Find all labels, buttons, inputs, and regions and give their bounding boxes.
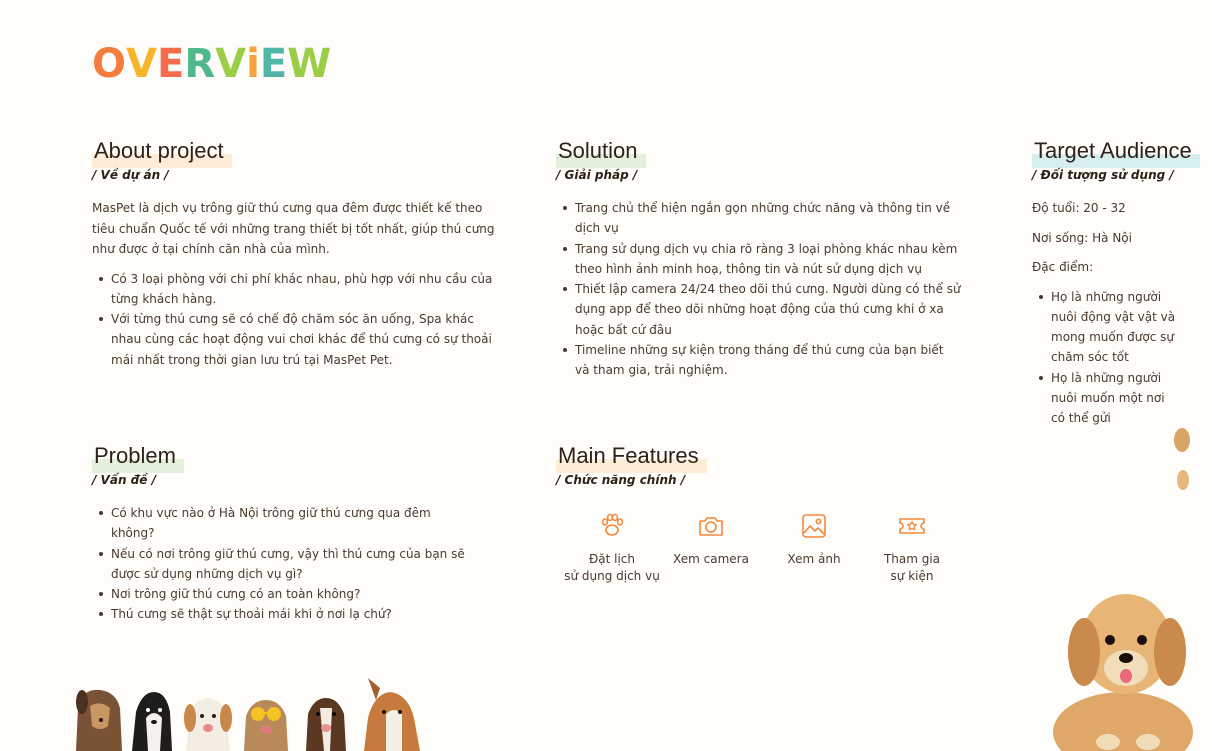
problem-bullets <box>92 503 472 625</box>
paw-icon <box>597 511 627 541</box>
list-item: Có 3 loại phòng với chi phí khác nhau, phù hợp với nhu cầu của từng khách hàng. <box>92 269 502 310</box>
logo-letter: E <box>156 41 184 87</box>
problem-subtitle: / Vấn đề / <box>92 473 156 487</box>
feature-booking[interactable] <box>560 511 664 585</box>
feature-label-line: Xem ảnh <box>787 552 841 566</box>
target-section <box>1032 138 1192 426</box>
dogs-illustration <box>68 678 428 751</box>
solution-title: Solution <box>556 138 646 164</box>
logo-letter: W <box>287 41 331 87</box>
feature-label <box>560 551 664 585</box>
dog-4 <box>244 700 288 751</box>
event-ticket-icon <box>897 511 927 541</box>
image-icon <box>799 511 829 541</box>
feature-label <box>870 551 954 585</box>
feature-label <box>772 551 856 568</box>
list-item: Nơi trông giữ thú cưng có an toàn không? <box>92 584 472 604</box>
puppy-illustration <box>1048 582 1183 751</box>
feature-label-line: sự kiện <box>890 569 934 583</box>
list-item: Trang chủ thể hiện ngắn gọn những chức năng và thông tin về dịch vụ <box>556 198 961 239</box>
about-title: About project <box>92 138 232 164</box>
target-subtitle: / Đối tượng sử dụng / <box>1032 168 1174 182</box>
feature-label <box>666 551 756 568</box>
dog-1 <box>76 690 122 751</box>
list-item: Với từng thú cưng sẽ có chế độ chăm sóc ăn uống, Spa khác nhau cùng các hoạt động vui chơi khác để thú cưng có sự thoải mái nhất trong thời gian lưu trú tại MasPet Pet. <box>92 309 502 370</box>
about-subtitle: / Về dự án / <box>92 168 169 182</box>
logo-letter: i <box>246 41 259 87</box>
target-title: Target Audience <box>1032 138 1200 164</box>
list-item: Có khu vực nào ở Hà Nội trông giữ thú cưng qua đêm không? <box>92 503 472 544</box>
camera-icon <box>696 511 726 541</box>
feature-camera[interactable] <box>666 511 756 568</box>
logo-letter: V <box>126 41 156 87</box>
problem-title: Problem <box>92 443 184 469</box>
features-grid <box>560 511 960 591</box>
feature-photos[interactable] <box>772 511 856 568</box>
logo-letter: V <box>215 41 246 87</box>
feature-label-line: Đặt lịch <box>588 552 636 566</box>
list-item: Thú cưng sẽ thật sự thoải mái khi ở nơi lạ chứ? <box>92 604 472 624</box>
logo-letter: E <box>259 41 287 87</box>
features-subtitle: / Chức năng chính / <box>556 473 686 487</box>
solution-section <box>556 138 961 381</box>
feature-label-line: sử dụng dịch vụ <box>564 569 660 583</box>
dog-6 <box>364 678 420 751</box>
about-description: MasPet là dịch vụ trông giữ thú cưng qua đêm được thiết kế theo tiêu chuẩn Quốc tế với những trang thiết bị tốt nhất, giúp thú cưng như được ở tại chính căn nhà của mình. <box>92 201 495 256</box>
features-section <box>556 443 976 487</box>
problem-section <box>92 443 472 625</box>
target-age: Độ tuổi: 20 - 32 <box>1032 201 1126 215</box>
target-location: Nơi sống: Hà Nội <box>1032 230 1132 245</box>
list-item: Timeline những sự kiện trong tháng để thú cưng của bạn biết và tham gia, trải nghiệm. <box>556 340 961 381</box>
list-item: Trang sử dụng dịch vụ chia rõ ràng 3 loại phòng khác nhau kèm theo hình ảnh minh hoạ, thông tin và nút sử dụng dịch vụ <box>556 239 961 280</box>
feature-label-line: Xem camera <box>673 552 749 566</box>
about-bullets <box>92 269 502 370</box>
dog-2 <box>132 692 172 751</box>
dog-3 <box>184 698 232 751</box>
target-bullets <box>1032 287 1182 429</box>
feature-label-line: Tham gia <box>883 552 941 566</box>
overview-logo <box>92 42 330 86</box>
list-item: Thiết lập camera 24/24 theo dõi thú cưng. Người dùng có thể sử dụng app để theo dõi những hoạt động của thú cưng khi ở xa hoặc bất cứ đâu <box>556 279 961 340</box>
list-item: Họ là những người nuôi động vật vật và mong muốn được sự chăm sóc tốt <box>1032 287 1182 368</box>
about-section <box>92 138 502 370</box>
feature-events[interactable] <box>870 511 954 585</box>
logo-letter: O <box>92 41 126 87</box>
list-item: Họ là những người nuôi muốn một nơi có thể gửi <box>1032 368 1182 429</box>
target-traits-label: Đặc điểm: <box>1032 260 1094 274</box>
features-title: Main Features <box>556 443 707 469</box>
solution-bullets <box>556 198 961 381</box>
list-item: Nếu có nơi trông giữ thú cưng, vậy thì thú cưng của bạn sẽ được sử dụng những dịch vụ gì? <box>92 544 472 585</box>
dog-5 <box>306 698 346 751</box>
solution-subtitle: / Giải pháp / <box>556 168 638 182</box>
logo-letter: R <box>184 41 215 87</box>
dog-edge-illustration <box>1166 430 1183 490</box>
